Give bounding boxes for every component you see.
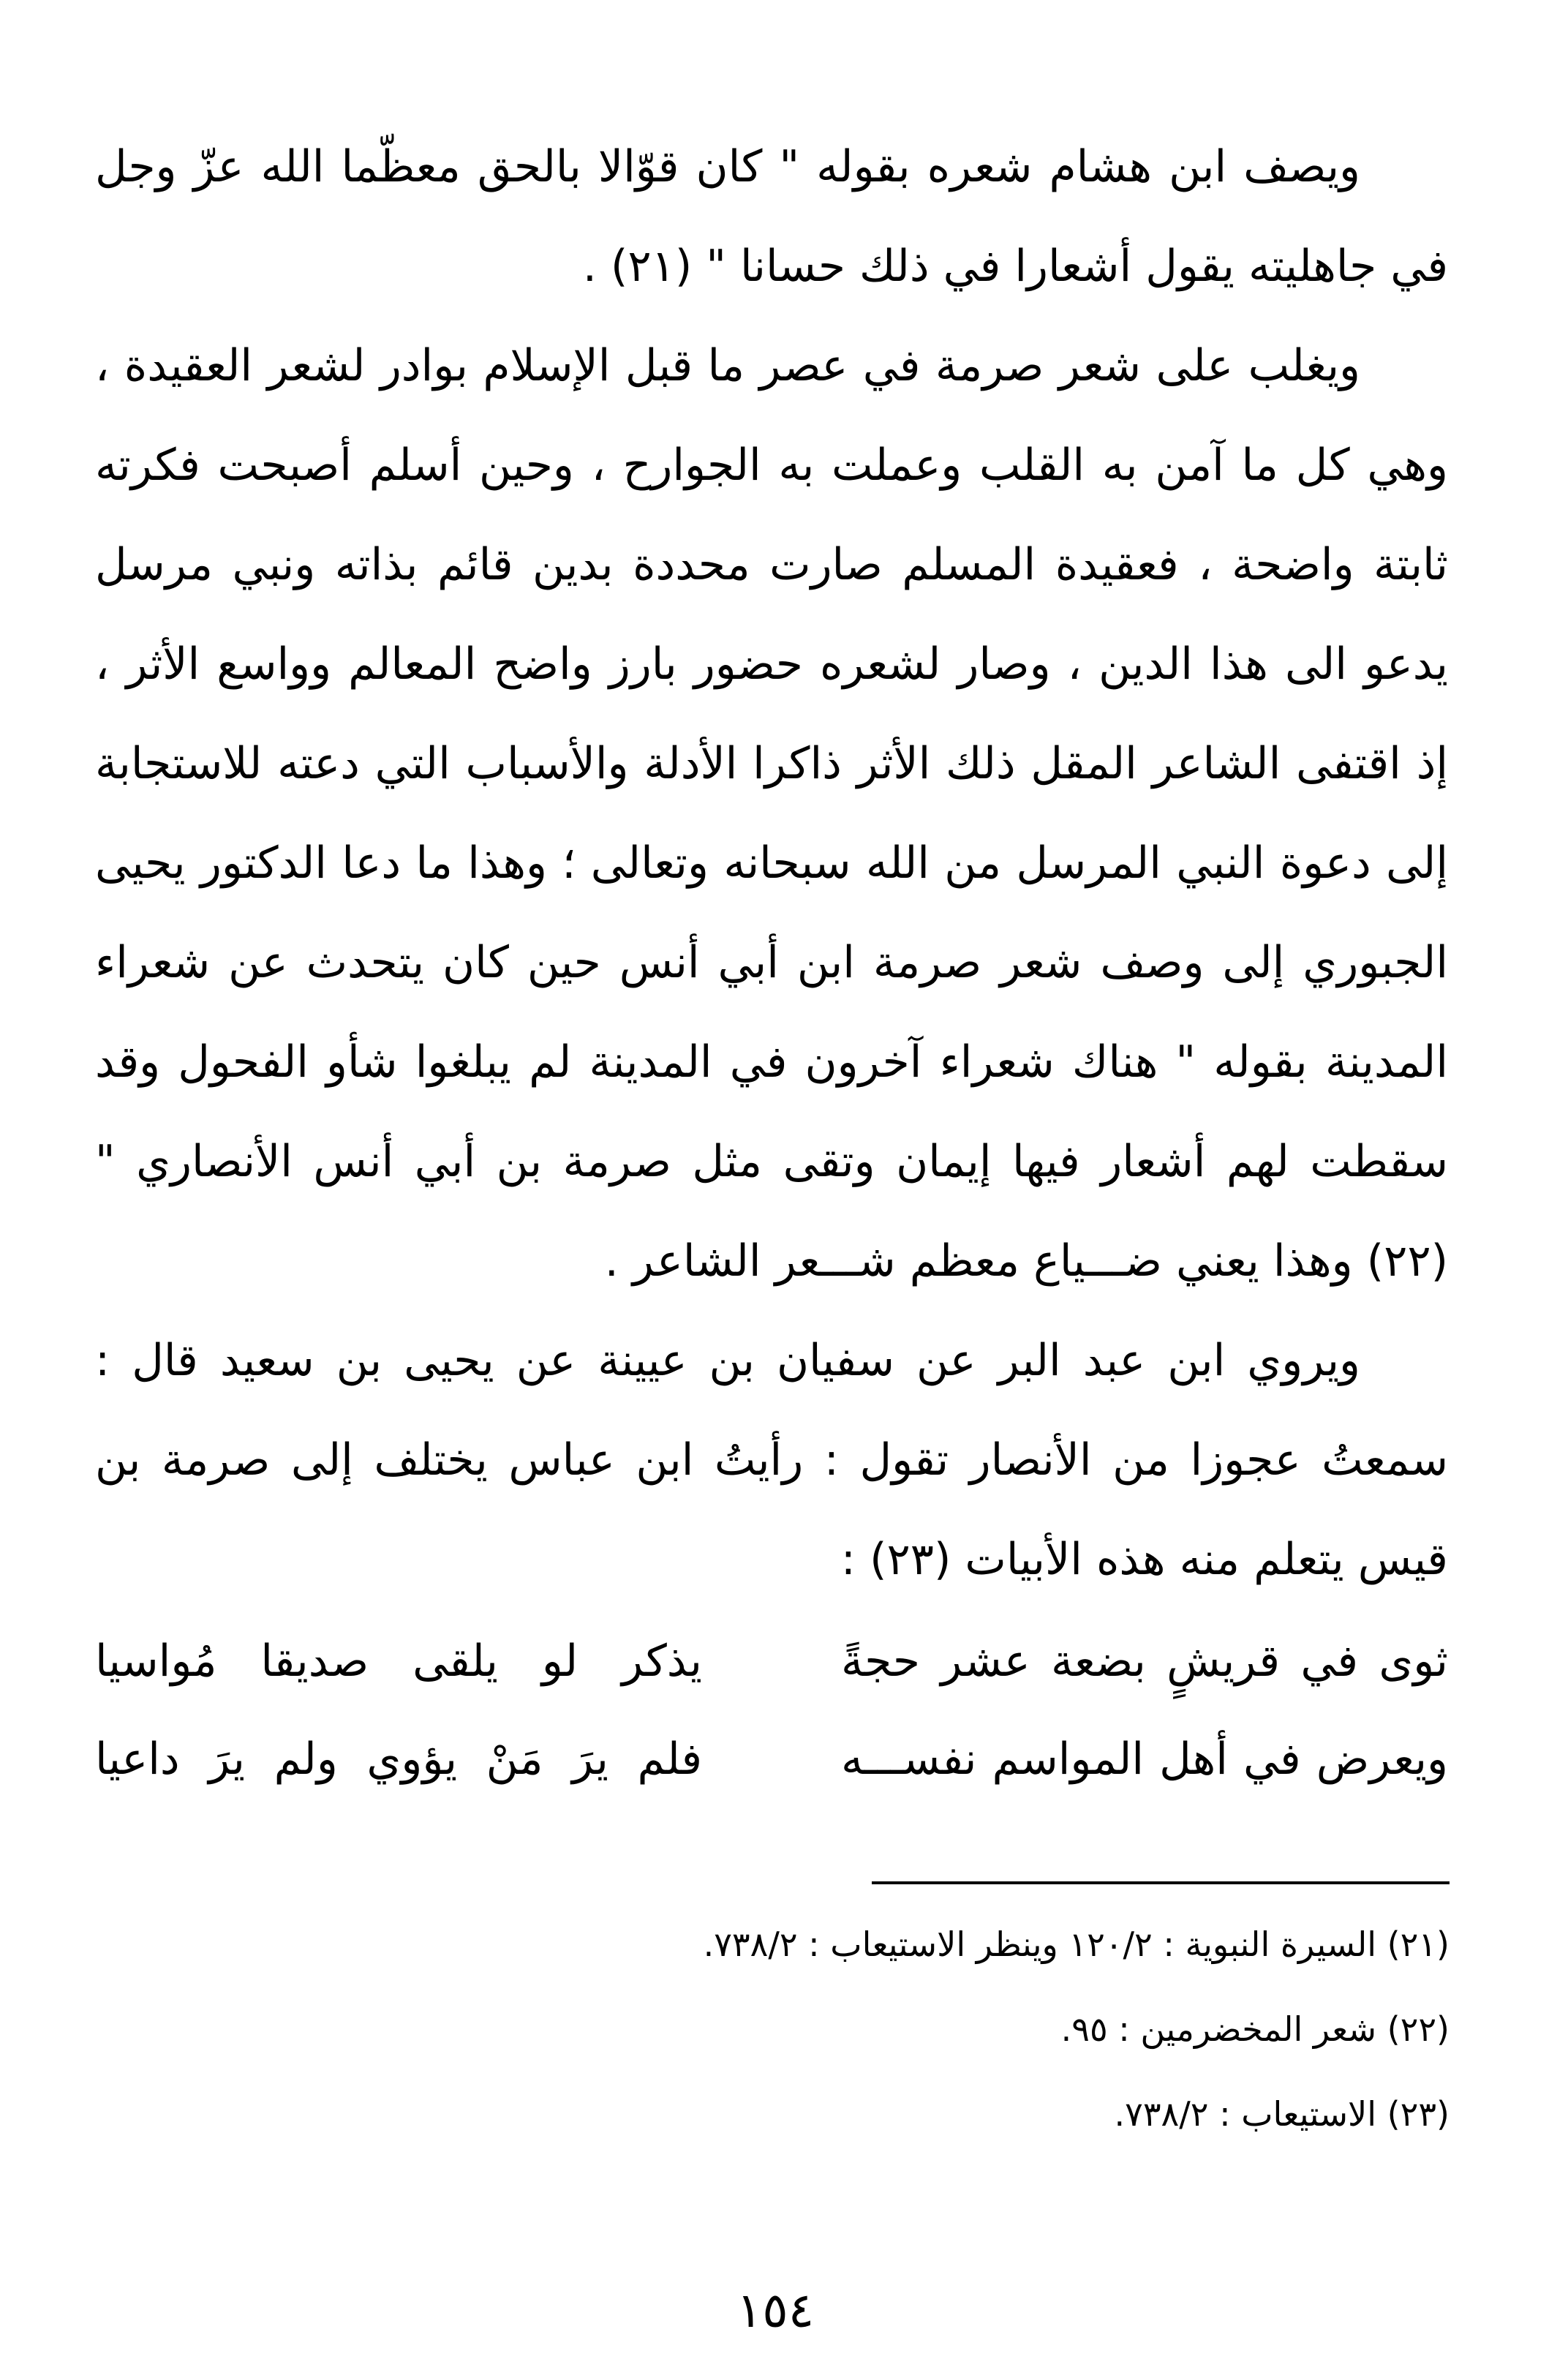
page-number: ١٥٤ <box>736 2282 815 2339</box>
verse-line <box>95 1612 1448 1710</box>
paragraph-3: ويروي ابن عبد البر عن سفيان بن عيينة عن يحيى بن سعيد قال : سمعتُ عجوزا من الأنصار تقول : رأيتُ ابن عباس يختلف إلى صرمة بن قيس يتعلم منه هذه الأبيات (٢٣) : <box>95 1335 1448 1585</box>
verse-second-hemistich: فلم يرَ مَنْ يؤوي ولم يرَ داعيا <box>95 1734 702 1785</box>
footnote-21: (٢١) السيرة النبوية : ١٢٠/٢ وينظر الاستيعاب : ٧٣٨/٢. <box>703 1925 1450 1964</box>
footnote-22: (٢٢) شعر المخضرمين : ٩٥. <box>1060 2009 1450 2049</box>
main-text <box>95 117 1448 1808</box>
footnote-separator <box>872 1881 1450 1884</box>
poem-verses <box>95 1612 1448 1808</box>
verse-first-hemistich: ويعرض في أهل المواسم نفســـه <box>841 1734 1448 1785</box>
footnote-23: (٢٣) الاستيعاب : ٧٣٨/٢. <box>1114 2094 1450 2134</box>
verse-first-hemistich: ثوى في قريشٍ بضعة عشر حجةً <box>841 1636 1448 1687</box>
verse-second-hemistich: يذكر لو يلقى صديقا مُواسيا <box>95 1636 702 1687</box>
paragraph-1: ويصف ابن هشام شعره بقوله " كان قوّالا بالحق معظّما الله عزّ وجل في جاهليته يقول أشعارا في ذلك حسانا " (٢١) . <box>95 141 1448 292</box>
verse-line <box>95 1710 1448 1808</box>
footnotes <box>572 1902 1450 2156</box>
paragraph-2: ويغلب على شعر صرمة في عصر ما قبل الإسلام بوادر لشعر العقيدة ، وهي كل ما آمن به القلب وعملت به الجوارح ، وحين أسلم أصبحت فكرته ثابتة واضحة ، فعقيدة المسلم صارت محددة بدين قائم بذاته ونبي مرسل يدعو الى هذا الدين ، وصار لشعره حضور بارز واضح المعالم وواسع الأثر ، إذ اقتفى الشاعر المقل ذلك الأثر ذاكرا الأدلة والأسباب التي دعته للاستجابة إلى دعوة النبي المرسل من الله سبحانه وتعالى ؛ وهذا ما دعا الدكتور يحيى الجبوري إلى وصف شعر صرمة ابن أبي أنس حين كان يتحدث عن شعراء المدينة بقوله " هناك شعراء آخرون في المدينة لم يبلغوا شأو الفحول وقد سقطت لهم أشعار فيها إيمان وتقى مثل صرمة بن أبي أنس الأنصاري " (٢٢) وهذا يعني ضـــياع معظم شـــعر الشاعر . <box>95 340 1448 1287</box>
